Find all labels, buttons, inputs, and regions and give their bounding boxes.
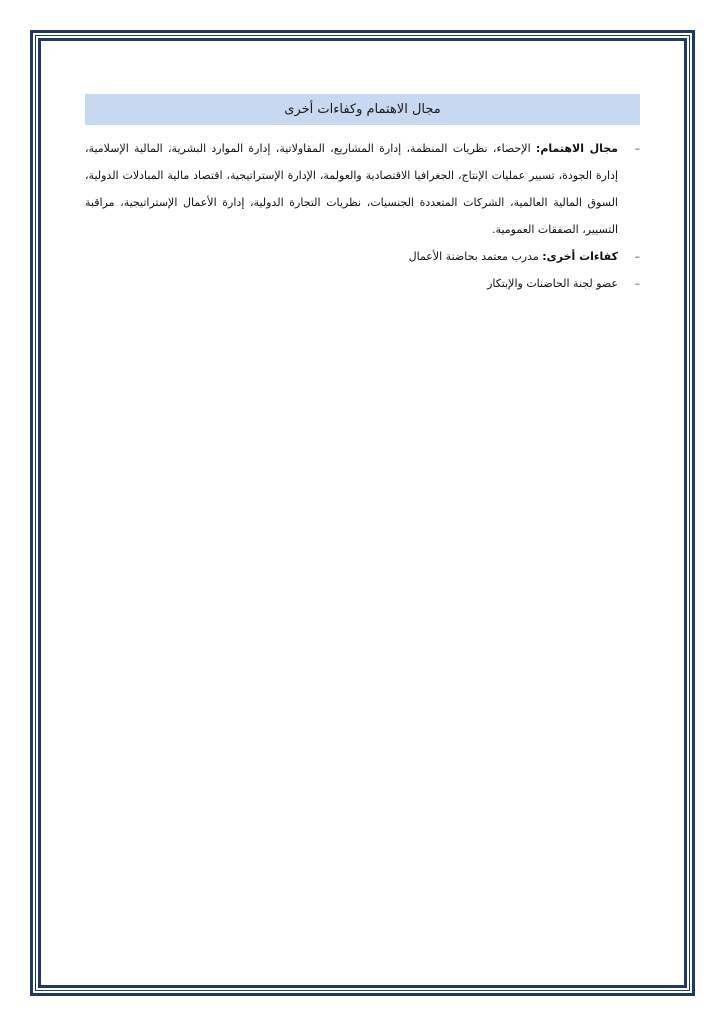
committee-text: عضو لجنة الحاضنات والإبتكار <box>487 277 618 290</box>
dash-bullet-icon: – <box>634 250 640 263</box>
interests-text: الإحصاء، نظريات المنظمة، إدارة المشاريع، المقاولاتية، إدارة الموارد البشرية، المالية الإسلامية، إدارة الجودة، تسيير عمليات الإنتاج، الجغرافيا الاقتصادية والعولمة، الإدارة الإستراتيجية، اقتصاد مالية المبادلات الدولية، السوق المالية العالمية، الشركات المتعددة الجنسيات، نظريات التجارة الدولية، إدارة الأعمال الإستراتيجية، مراقبة التسيير، الصفقات العمومية. <box>85 142 618 236</box>
page-content <box>85 94 640 297</box>
list-item-interests <box>85 135 640 243</box>
interests-label: مجال الاهتمام: <box>535 142 618 155</box>
section-heading: مجال الاهتمام وكفاءات أخرى <box>85 94 640 125</box>
dash-bullet-icon: – <box>634 277 640 290</box>
other-skills-text: مدرب معتمد بحاضنة الأعمال <box>408 250 539 263</box>
list-item-committee <box>85 270 640 297</box>
list-item-other-skills <box>85 243 640 270</box>
dash-bullet-icon: – <box>634 142 640 155</box>
other-skills-label: كفاءات أخرى: <box>542 250 618 263</box>
interests-list <box>85 135 640 297</box>
